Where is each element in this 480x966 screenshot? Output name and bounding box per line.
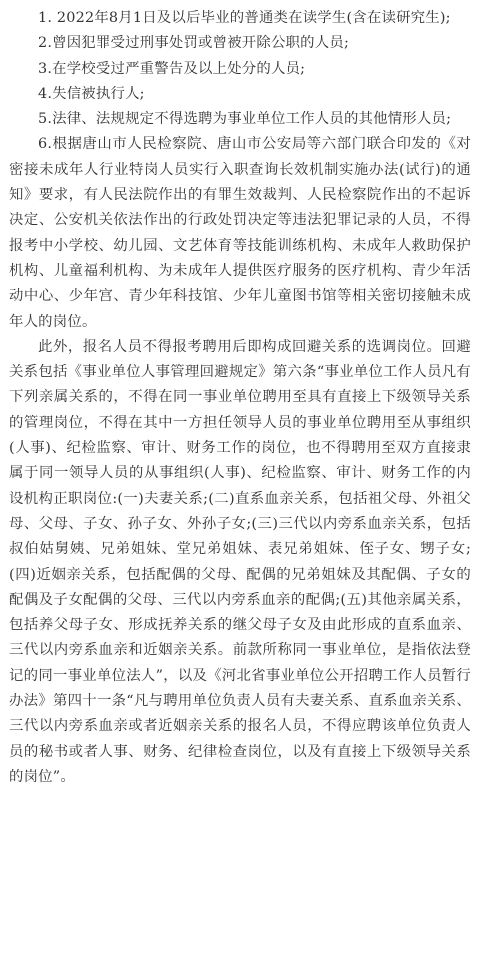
paragraph-avoidance: 此外，报名人员不得报考聘用后即构成回避关系的选调岗位。回避关系包括《事业单位人事管理回避规定》第六条“事业单位工作人员凡有下列亲属关系的，不得在同一事业单位聘用至具有直接上下级领导关系的管理岗位，不得在其中一方担任领导人员的事业单位聘用至从事组织(人事)、纪检监察、审计、财务工作的岗位，也不得聘用至双方直接隶属于同一领导人员的从事组织(人事)、纪检监察、审计、财务工作的内设机构正职岗位:(一)夫妻关系;(二)直系血亲关系，包括祖父母、外祖父母、父母、子女、孙子女、外孙子女;(三)三代以内旁系血亲关系，包括叔伯姑舅姨、兄弟姐妹、堂兄弟姐妹、表兄弟姐妹、侄子女、甥子女;(四)近姻亲关系，包括配偶的父母、配偶的兄弟姐妹及其配偶、子女的配偶及子女配偶的父母、三代以内旁系血亲的配偶;(五)其他亲属关系，包括养父母子女、形成抚养关系的继父母子女及由此形成的直系血亲、三代以内旁系血亲和近姻亲关系。前款所称同一事业单位，是指依法登记的同一事业单位法人”，以及《河北省事业单位公开招聘工作人员暂行办法》第四十一条“凡与聘用单位负责人员有夫妻关系、直系血亲关系、三代以内旁系血亲或者近姻亲关系的报名人员，不得应聘该单位负责人员的秘书或者人事、财务、纪律检查岗位，以及有直接上下级领导关系的岗位”。 bbox=[9, 338, 471, 785]
document-body bbox=[9, 6, 471, 790]
paragraph-item-4: 4.失信被执行人; bbox=[38, 85, 145, 102]
paragraph-item-1: 1. 2022年8月1日及以后毕业的普通类在读学生(含在读研究生); bbox=[38, 10, 451, 26]
paragraph-item-2: 2.曾因犯罪受过刑事处罚或曾被开除公职的人员; bbox=[38, 35, 349, 52]
paragraph-item-5: 5.法律、法规规定不得选聘为事业单位工作人员的其他情形人员; bbox=[38, 111, 452, 128]
paragraph-item-3: 3.在学校受过严重警告及以上处分的人员; bbox=[38, 60, 306, 77]
paragraph-item-6: 6.根据唐山市人民检察院、唐山市公安局等六部门联合印发的《对密接未成年人行业特岗人员实行入职查询长效机制实施办法(试行)的通知》要求，有人民法院作出的有罪生效裁判、人民检察院作出的不起诉决定、公安机关依法作出的行政处罚决定等违法犯罪记录的人员，不得报考中小学校、幼儿园、文艺体育等技能训练机构、未成年人救助保护机构、儿童福利机构、为未成年人提供医疗服务的医疗机构、青少年活动中心、少年宫、青少年科技馆、少年儿童图书馆等相关密切接触未成年人的岗位。 bbox=[9, 136, 471, 330]
